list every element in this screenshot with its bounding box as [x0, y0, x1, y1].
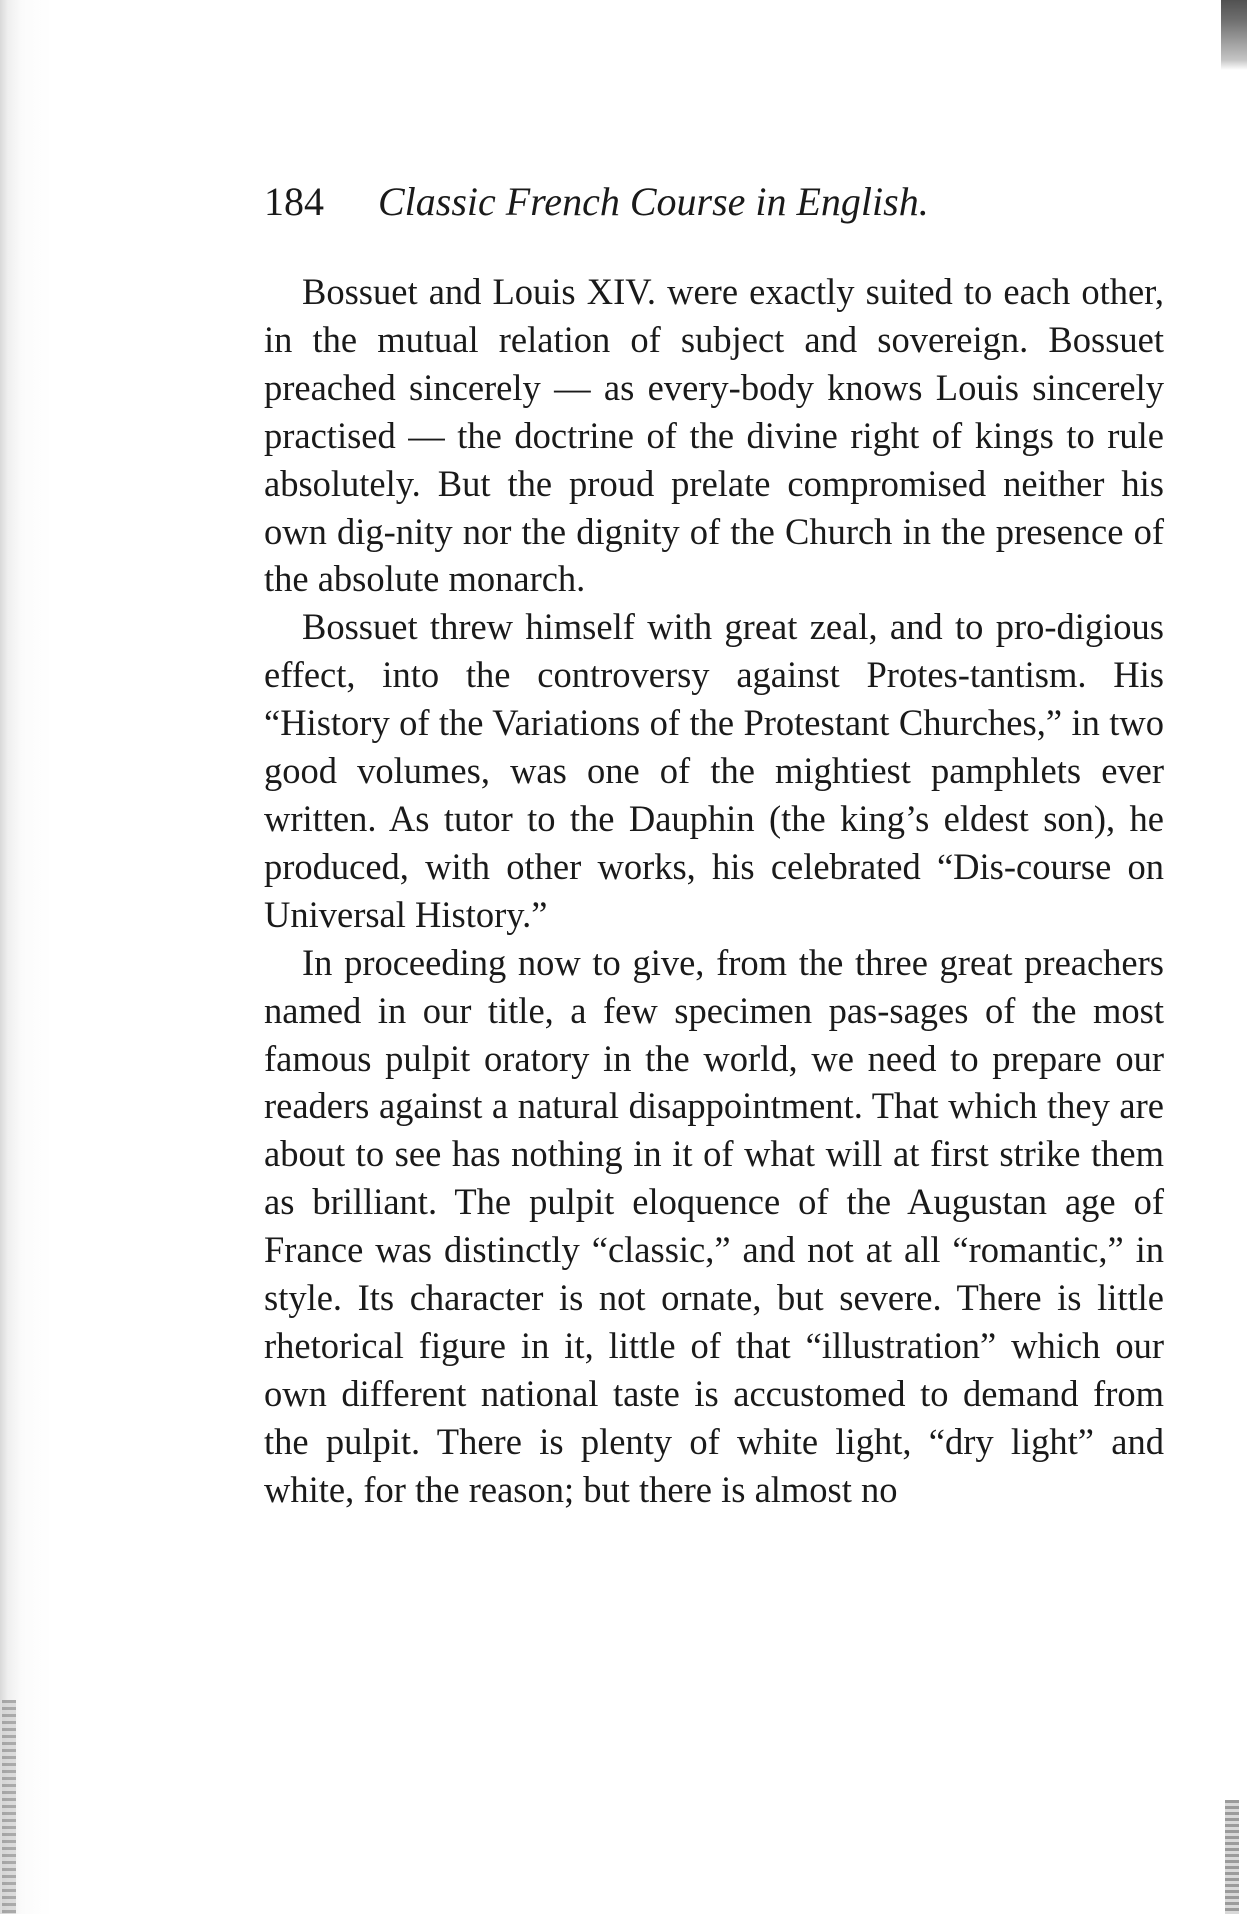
paragraph-bossuet-louis: Bossuet and Louis XIV. were exactly suited to each other, in the mutual relation of subject and sovereign. Bossuet preached sincerely — as every-body knows Louis sincerely practised — the doctrine of the divine right of kings to rule absolutely. But the proud prelate compromised neither his own dig-nity nor the dignity of the Church in the presence of the absolute monarch.	[264, 271, 1164, 600]
body-text	[264, 268, 1164, 1514]
paragraph-pulpit-eloquence: In proceeding now to give, from the three great preachers named in our title, a few specimen pas-sages of the most famous pulpit oratory in the world, we need to prepare our readers against a natural disappointment. That which they are about to see has nothing in it of what will at first strike them as brilliant. The pulpit eloquence of the Augustan age of France was distinctly “classic,” and not at all “romantic,” in style. Its character is not ornate, but severe. There is little rhetorical figure in it, little of that “illustration” which our own different national taste is accustomed to demand from the pulpit. There is plenty of white light, “dry light” and white, for the reason; but there is almost no	[264, 941, 1164, 1510]
book-page	[264, 172, 1164, 1514]
paragraph-controversy: Bossuet threw himself with great zeal, and to pro-digious effect, into the controversy against Protes-tantism. His “History of the Variations of the Protestant Churches,” in two good volumes, was one of the mightiest pamphlets ever written. As tutor to the Dauphin (the king’s eldest son), he produced, with other works, his celebrated “Dis-course on Universal History.”	[264, 606, 1164, 935]
scan-corner-mark-top	[1221, 0, 1247, 70]
scan-corner-mark-bottom	[1225, 1800, 1239, 1914]
running-head	[264, 172, 1164, 232]
running-title: Classic French Course in English.	[378, 179, 929, 224]
scan-binding-marks	[2, 1700, 16, 1914]
page-number: 184	[264, 179, 324, 224]
scan-left-edge	[0, 0, 52, 1914]
